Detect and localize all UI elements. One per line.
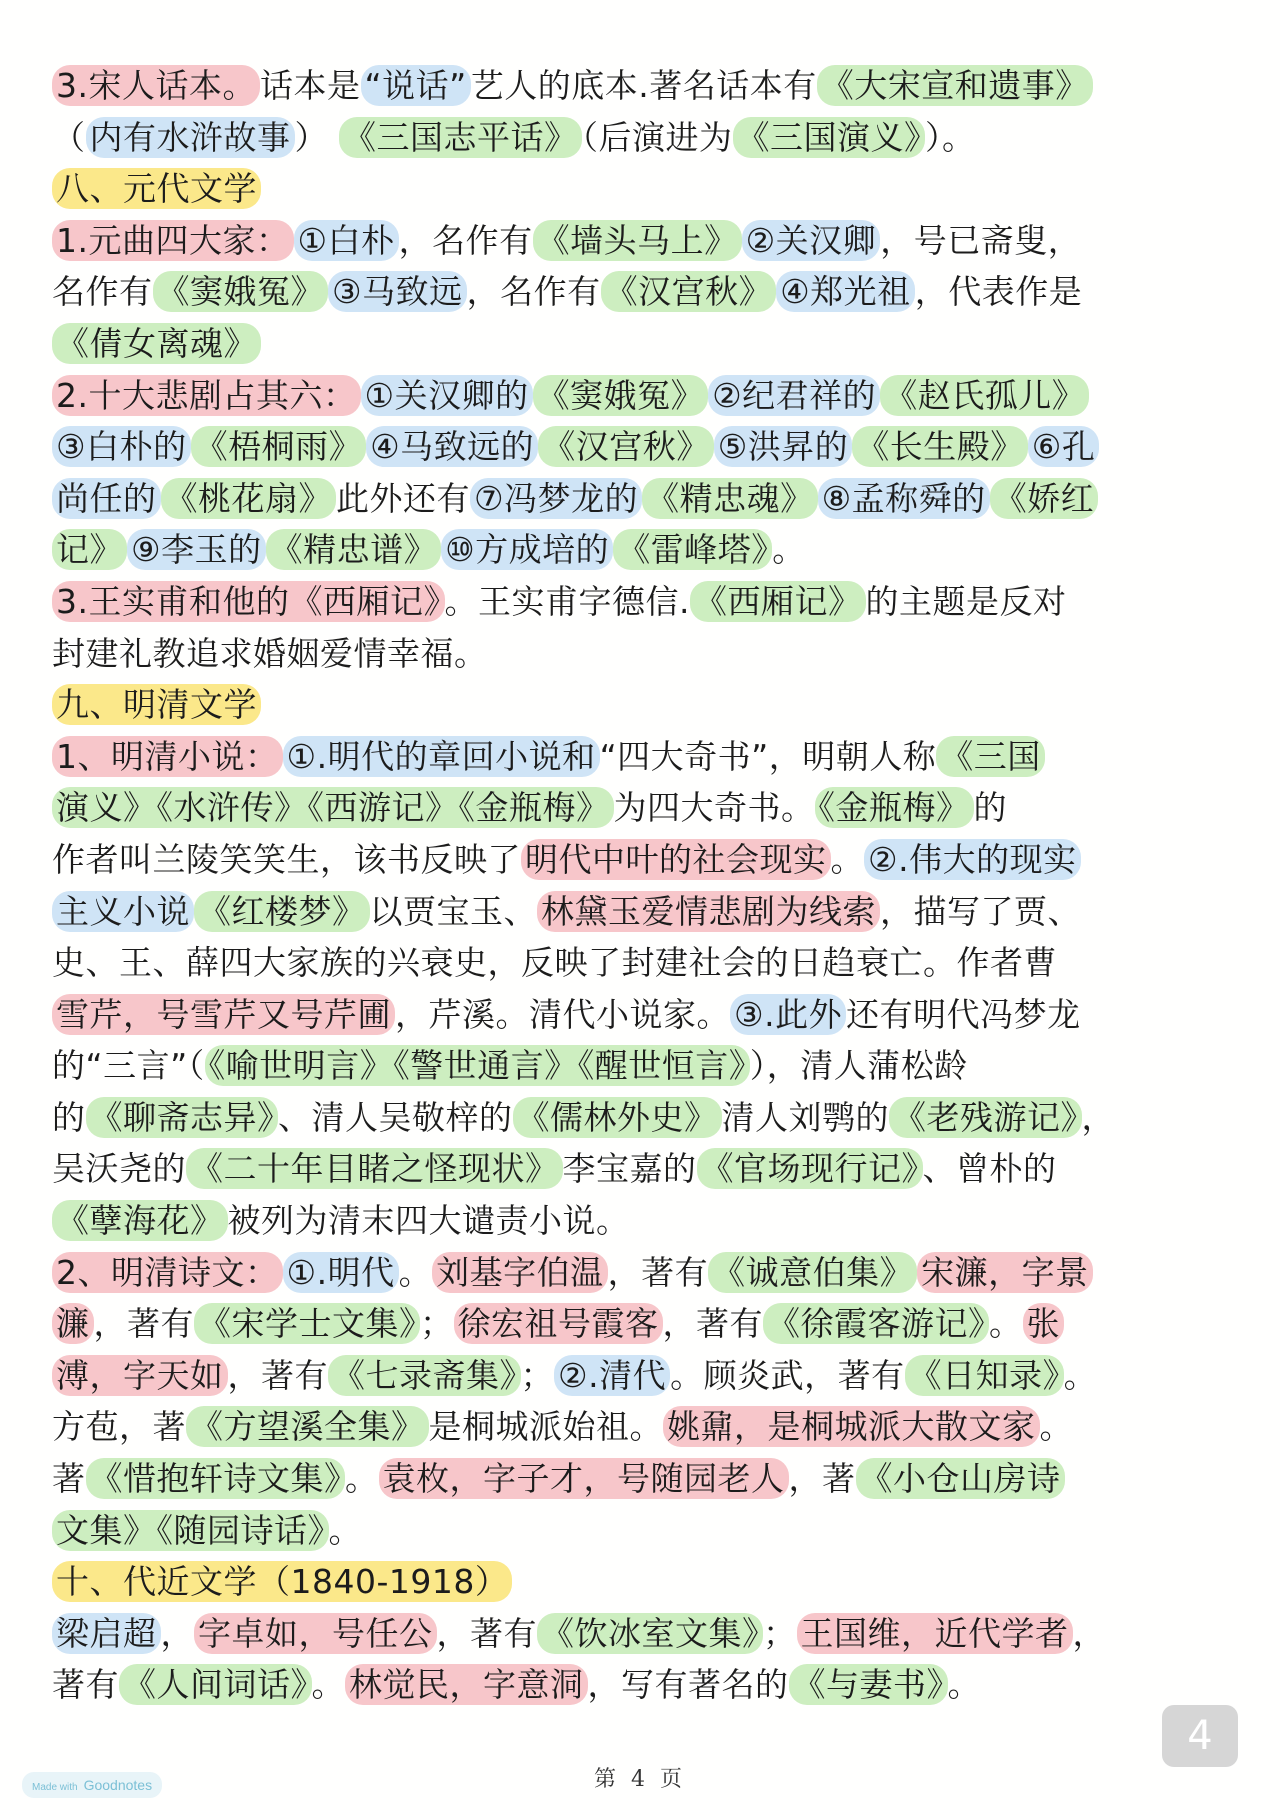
note-line — [52, 1092, 1232, 1144]
note-text: ，号已斋叟， — [880, 220, 1082, 260]
note-line — [52, 60, 1232, 112]
highlight-blue: ①白朴 — [294, 220, 399, 261]
note-text: ； — [520, 1355, 554, 1395]
note-text: ，著 — [788, 1459, 856, 1499]
note-text: （ — [52, 117, 86, 157]
note-line — [52, 576, 1232, 628]
highlight-blue: ①.明代 — [283, 1252, 399, 1293]
highlight-green: 《饮冰室文集》 — [537, 1613, 763, 1654]
note-text: （后演进为 — [581, 117, 733, 157]
note-text: ； — [763, 1613, 797, 1653]
note-text: 方苞，著 — [52, 1407, 186, 1447]
note-line — [52, 1040, 1232, 1092]
highlight-pink: 1.元曲四大家： — [52, 220, 294, 261]
note-line — [52, 1608, 1232, 1660]
goodnotes-watermark — [22, 1772, 162, 1798]
note-text: 吴沃尧的 — [52, 1149, 186, 1189]
highlight-green: 《汉宫秋》 — [601, 271, 777, 312]
note-text: ； — [420, 1304, 454, 1344]
highlight-blue: ③白朴的 — [52, 426, 191, 467]
note-text: 。 — [830, 839, 864, 879]
highlight-pink: 林觉民，字意洞 — [345, 1664, 588, 1705]
note-line — [52, 163, 1232, 215]
note-text: 的 — [973, 788, 1007, 828]
highlight-green: 《宋学士文集》 — [194, 1303, 420, 1344]
note-line — [52, 1195, 1232, 1247]
highlight-green: 《金瓶梅》 — [815, 787, 974, 828]
highlight-green: 《红楼梦》 — [194, 891, 370, 932]
note-text: ） — [294, 117, 339, 157]
highlight-green: 《方望溪全集》 — [186, 1406, 429, 1447]
highlight-pink: 雪芹，号雪芹又号芹圃 — [52, 994, 395, 1035]
highlight-green: 《西厢记》 — [690, 581, 866, 622]
highlight-green: 《雷峰塔》 — [613, 529, 772, 570]
highlight-green: 《桃花扇》 — [161, 478, 337, 519]
highlight-blue: ①关汉卿的 — [361, 375, 533, 416]
note-text: 。 — [328, 1510, 362, 1550]
highlight-pink: 3.宋人话本。 — [52, 65, 260, 106]
note-text: ，写有著名的 — [587, 1665, 789, 1705]
highlight-green: 《喻世明言》《警世通言》《醒世恒言》 — [205, 1045, 750, 1086]
note-text: ，著有 — [436, 1613, 537, 1653]
highlight-pink: 濂 — [52, 1303, 94, 1344]
highlight-blue: ②纪君祥的 — [708, 375, 880, 416]
note-line — [52, 112, 1232, 164]
note-line — [52, 628, 1232, 680]
highlight-green: 《七录斋集》 — [328, 1355, 521, 1396]
note-text: 著 — [52, 1459, 86, 1499]
highlight-green: 《汉宫秋》 — [538, 426, 714, 467]
note-line — [52, 1298, 1232, 1350]
highlight-yellow: 九、明清文学 — [52, 684, 261, 725]
page-number-badge: 4 — [1162, 1705, 1238, 1767]
note-line — [52, 1143, 1232, 1195]
highlight-green: 《赵氏孤儿》 — [880, 375, 1089, 416]
note-text: 还有明代冯梦龙 — [846, 994, 1081, 1034]
note-text: 。 — [345, 1459, 379, 1499]
highlight-blue: ③马致远 — [328, 271, 467, 312]
highlight-blue: ②关汉卿 — [742, 220, 881, 261]
note-text: 的 — [52, 1097, 86, 1137]
note-text: ， — [1072, 1613, 1106, 1653]
note-text: 作者叫兰陵笑笑生，该书反映了 — [52, 839, 521, 879]
note-line — [52, 370, 1232, 422]
note-text: 。 — [1063, 1355, 1098, 1395]
note-line — [52, 1505, 1232, 1557]
note-text: 。 — [1039, 1407, 1073, 1447]
highlight-pink: 张 — [1023, 1303, 1065, 1344]
highlight-green: 《聊斋志异》 — [86, 1097, 279, 1138]
watermark-brand: Goodnotes — [83, 1777, 153, 1793]
highlight-blue: ①.明代的章回小说和 — [283, 736, 600, 777]
highlight-pink: 1、明清小说： — [52, 736, 283, 777]
note-line — [52, 989, 1232, 1041]
note-text: ，芹溪。清代小说家。 — [395, 994, 730, 1034]
note-text: 。 — [772, 530, 806, 570]
note-text: 。王实甫字德信. — [444, 581, 690, 621]
highlight-blue: ⑩方成培的 — [441, 529, 613, 570]
highlight-blue: ③.此外 — [730, 994, 846, 1035]
note-text: 、曾朴的 — [922, 1149, 1057, 1189]
highlight-pink: 姚鼐，是桐城派大散文家 — [663, 1406, 1040, 1447]
highlight-blue: 尚任的 — [52, 478, 161, 519]
note-line — [52, 1453, 1232, 1505]
highlight-green: 《官场现行记》 — [697, 1148, 923, 1189]
highlight-green: 演义》《水浒传》《西游记》《金瓶梅》 — [52, 787, 614, 828]
highlight-green: 《诚意伯集》 — [708, 1252, 917, 1293]
note-text: ，描写了贾、 — [880, 891, 1081, 931]
notes-body — [52, 60, 1232, 1711]
highlight-green: 记》 — [52, 529, 127, 570]
note-text: 李宝嘉的 — [562, 1149, 697, 1189]
note-text: “四大奇书”，明朝人称 — [599, 736, 937, 776]
highlight-green: 《窦娥冤》 — [533, 375, 709, 416]
highlight-blue: ⑥孔 — [1028, 426, 1100, 467]
note-line — [52, 1401, 1232, 1453]
note-line — [52, 834, 1232, 886]
note-line — [52, 1247, 1232, 1299]
highlight-green: 《孽海花》 — [52, 1200, 228, 1241]
highlight-blue: 内有水浒故事 — [86, 117, 295, 158]
highlight-green: 《老残游记》 — [889, 1097, 1082, 1138]
highlight-blue: 梁启超 — [52, 1613, 161, 1654]
note-line — [52, 886, 1232, 938]
note-text: ， — [160, 1613, 194, 1653]
watermark-made-with: Made with — [32, 1782, 78, 1793]
note-text: ，著有 — [93, 1304, 194, 1344]
highlight-blue: 主义小说 — [52, 891, 194, 932]
highlight-pink: 2.十大悲剧占其六： — [52, 375, 361, 416]
note-text: 。 — [947, 1665, 981, 1705]
note-text: 艺人的底本.著名话本有 — [470, 66, 817, 105]
note-text: 此外还有 — [336, 478, 470, 518]
highlight-blue: ④马致远的 — [366, 426, 538, 467]
highlight-blue: ②.伟大的现实 — [864, 839, 1081, 880]
highlight-blue: “说话” — [361, 65, 471, 106]
note-text: 史、王、薛四大家族的兴衰史，反映了封建社会的日趋衰亡。作者曹 — [52, 943, 1057, 983]
highlight-green: 《人间词话》 — [119, 1664, 312, 1705]
note-text: ），清人蒲松龄 — [749, 1046, 968, 1086]
highlight-pink: 王国维，近代学者 — [797, 1613, 1073, 1654]
highlight-green: 《长生殿》 — [852, 426, 1028, 467]
note-line — [52, 215, 1232, 267]
note-text: 。顾炎武，著有 — [670, 1355, 905, 1395]
highlight-pink: 宋濂，字景 — [917, 1252, 1093, 1293]
highlight-blue: ⑤洪昇的 — [714, 426, 853, 467]
highlight-green: 《徐霞客游记》 — [763, 1303, 989, 1344]
highlight-blue: ⑦冯梦龙的 — [470, 478, 642, 519]
note-text: 封建礼教追求婚姻爱情幸福。 — [52, 633, 488, 673]
highlight-pink: 刘基字伯温 — [432, 1252, 608, 1293]
note-text: 是桐城派始祖。 — [428, 1407, 663, 1447]
note-line — [52, 1659, 1232, 1711]
highlight-pink: 徐宏祖号霞客 — [454, 1303, 663, 1344]
note-text: ，著有 — [227, 1355, 328, 1395]
note-text: 的“三言”（ — [52, 1046, 205, 1086]
highlight-blue: ⑧孟称舜的 — [818, 478, 990, 519]
note-line — [52, 266, 1232, 318]
note-line — [52, 421, 1232, 473]
note-line — [52, 524, 1232, 576]
note-text: ， — [1081, 1097, 1115, 1137]
highlight-green: 《与妻书》 — [789, 1664, 948, 1705]
highlight-green: 《三国志平话》 — [339, 117, 582, 158]
highlight-pink: 3.王实甫和他的《西厢记》 — [52, 581, 445, 622]
highlight-green: 《梧桐雨》 — [191, 426, 367, 467]
highlight-green: 《惜抱轩诗文集》 — [86, 1458, 346, 1499]
highlight-green: 《三国演义》 — [733, 117, 926, 158]
highlight-pink: 林黛玉爱情悲剧为线索 — [537, 891, 880, 932]
highlight-green: 《精忠谱》 — [266, 529, 442, 570]
note-text: ，名作有 — [398, 220, 533, 260]
highlight-pink: 溥，字天如 — [52, 1355, 228, 1396]
note-text: ）。 — [925, 117, 976, 157]
note-line — [52, 782, 1232, 834]
note-line — [52, 731, 1232, 783]
highlight-pink: 2、明清诗文： — [52, 1252, 283, 1293]
highlight-yellow: 八、元代文学 — [52, 168, 261, 209]
highlight-yellow: 十、代近文学（1840-1918） — [52, 1561, 512, 1602]
note-line — [52, 679, 1232, 731]
note-text: 被列为清末四大谴责小说。 — [227, 1201, 630, 1241]
note-text: ，名作有 — [466, 272, 601, 312]
note-text: 话本是 — [260, 66, 361, 105]
highlight-pink: 袁枚，字子才，号随园老人 — [379, 1458, 789, 1499]
note-text: 为四大奇书。 — [613, 788, 815, 828]
highlight-green: 《窦娥冤》 — [153, 271, 329, 312]
highlight-blue: ②.清代 — [554, 1355, 670, 1396]
note-text: 。 — [311, 1665, 345, 1705]
highlight-green: 《二十年目睹之怪现状》 — [186, 1148, 563, 1189]
highlight-green: 《倩女离魂》 — [52, 323, 261, 364]
note-text: 的主题是反对 — [865, 581, 1067, 621]
highlight-green: 《儒林外史》 — [513, 1097, 722, 1138]
highlight-green: 《墙头马上》 — [533, 220, 742, 261]
footer-page-label: 第 4 页 — [594, 1767, 686, 1792]
note-text: 名作有 — [52, 272, 153, 312]
highlight-green: 《娇红 — [990, 478, 1099, 519]
note-text: 。 — [989, 1304, 1023, 1344]
note-line — [52, 318, 1232, 370]
highlight-pink: 明代中叶的社会现实 — [521, 839, 831, 880]
note-text: ，代表作是 — [914, 272, 1083, 312]
highlight-green: 《精忠魂》 — [642, 478, 818, 519]
highlight-green: 《日知录》 — [905, 1355, 1064, 1396]
note-line — [52, 937, 1232, 989]
note-text: 著有 — [52, 1665, 119, 1705]
note-line — [52, 1350, 1232, 1402]
highlight-green: 《三国 — [936, 736, 1045, 777]
note-text: 清人刘鹗的 — [721, 1097, 889, 1137]
note-text: 、清人吴敬梓的 — [278, 1097, 513, 1137]
note-text: 。 — [398, 1252, 433, 1292]
highlight-green: 《大宋宣和遗事》 — [817, 65, 1093, 106]
highlight-blue: ⑨李玉的 — [127, 529, 266, 570]
note-line — [52, 1556, 1232, 1608]
note-text: ，著有 — [607, 1252, 709, 1292]
note-text: 以贾宝玉、 — [369, 891, 537, 931]
highlight-pink: 字卓如，号任公 — [194, 1613, 437, 1654]
highlight-green: 《小仓山房诗 — [856, 1458, 1065, 1499]
highlight-blue: ④郑光祖 — [776, 271, 915, 312]
note-line — [52, 473, 1232, 525]
note-text: ，著有 — [662, 1304, 763, 1344]
highlight-green: 文集》《随园诗话》 — [52, 1510, 329, 1551]
